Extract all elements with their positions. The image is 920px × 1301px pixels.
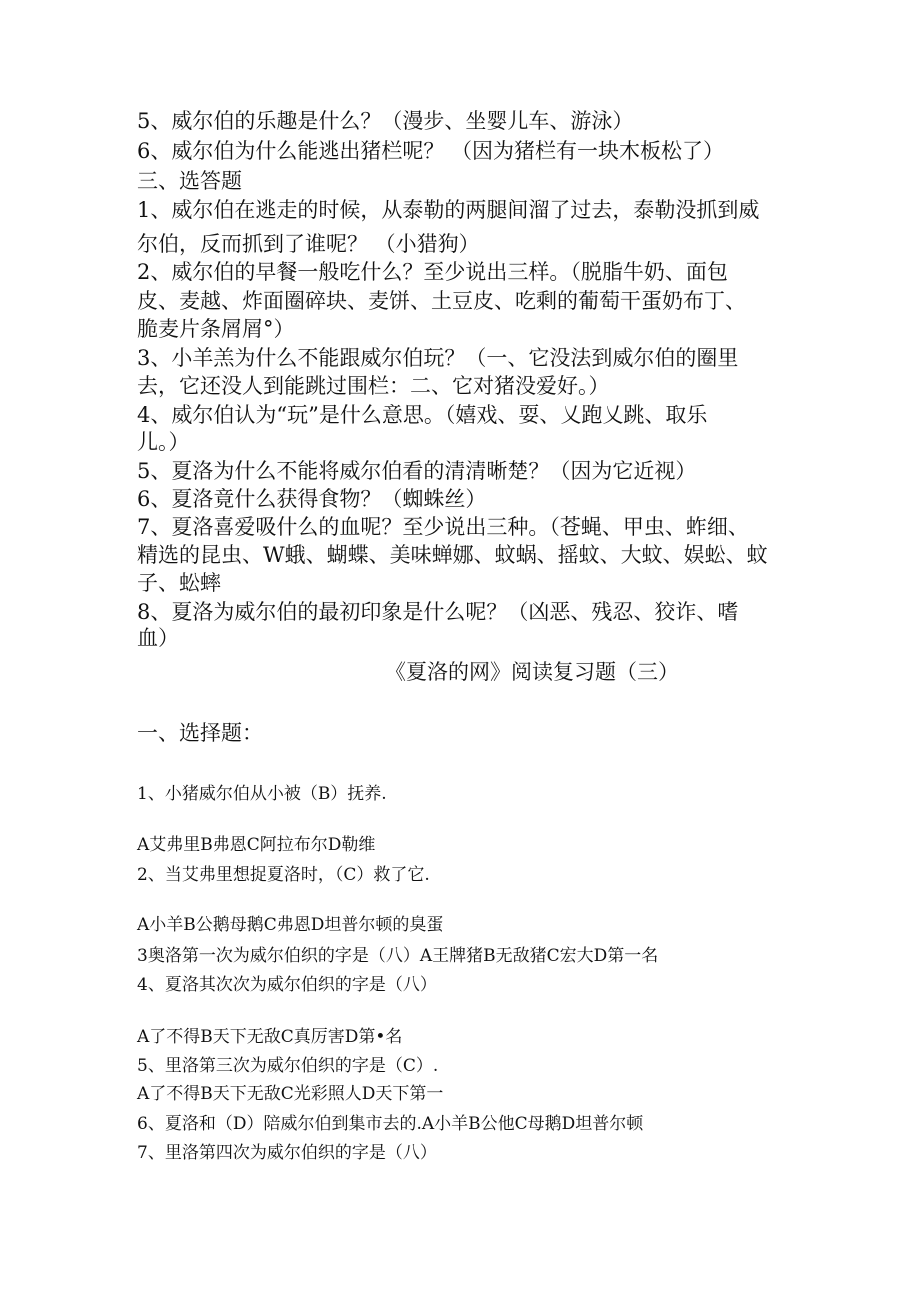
- text-line: 尔伯，反而抓到了谁呢？ （小猎狗）: [137, 232, 480, 256]
- text-line: 3、小羊羔为什么不能跟威尔伯玩？（一、它没法到威尔伯的圈里: [137, 346, 739, 370]
- text-line: 2、威尔伯的早餐一般吃什么？至少说出三样。（脱脂牛奶、面包: [137, 260, 728, 284]
- text-line: 6、威尔伯为什么能逃出猪栏呢？ （因为猪栏有一块木板松了）: [137, 139, 725, 163]
- text-line: 5、夏洛为什么不能将威尔伯看的清清晰楚？（因为它近视）: [137, 459, 697, 483]
- text-line: 4、威尔伯认为“玩”是什么意思。（嬉戏、耍、乂跑乂跳、取乐: [137, 403, 708, 427]
- text-line: 血）: [137, 626, 179, 650]
- text-line: 6、夏洛竟什么获得食物？（蜘蛛丝）: [137, 487, 487, 511]
- question-line: 6、夏洛和（D）陪威尔伯到集市去的.A小羊B公他C母鹅D坦普尔顿: [137, 1114, 644, 1134]
- text-line: 儿。）: [137, 430, 190, 454]
- text-line: 去，它还没人到能跳过围栏：二、它对猪没爱好。）: [137, 374, 610, 398]
- section-heading: 三、选答题: [137, 169, 242, 193]
- text-line: 7、夏洛喜爱吸什么的血呢？至少说出三种。（苍蝇、甲虫、蚱细、: [137, 515, 749, 539]
- text-line: 1、威尔伯在逃走的时候，从泰勒的两腿间溜了过去，泰勒没抓到威: [137, 198, 760, 222]
- question-line: 5、里洛第三次为威尔伯织的字是（C）.: [137, 1056, 439, 1076]
- text-line: 子、蚣蟀: [137, 571, 221, 595]
- answer-options-line: A小羊B公鹅母鹅C弗恩D坦普尔顿的臭蛋: [137, 915, 444, 935]
- question-line: 1、小猪威尔伯从小被（B）抚养.: [137, 784, 387, 804]
- text-line: 脆麦片条屑屑°）: [137, 317, 295, 341]
- answer-options-line: A艾弗里B弗恩C阿拉布尔D勒维: [137, 835, 376, 855]
- text-line: 精选的昆虫、W蛾、蝴蝶、美味蝉娜、蚊蜗、摇蚊、大蚊、娱蚣、蚊: [137, 543, 768, 567]
- question-line: 4、夏洛其次次为威尔伯织的字是（八）: [137, 975, 437, 995]
- answer-options-line: A了不得B天下无敌C光彩照人D天下第一: [137, 1084, 444, 1104]
- text-line: 皮、麦越、炸面圈碎块、麦饼、土豆皮、吃剩的葡萄干蛋奶布丁、: [137, 289, 746, 313]
- question-line: 3奥洛第一次为威尔伯织的字是（八）A王牌猪B无敌猪C宏大D第一名: [137, 946, 659, 966]
- text-line: 8、夏洛为威尔伯的最初印象是什么呢？（凶恶、残忍、狡诈、嗜: [137, 600, 739, 624]
- question-line: 7、里洛第四次为威尔伯织的字是（八）: [137, 1143, 437, 1163]
- answer-options-line: A了不得B天下无敌C真厉害D第•名: [137, 1027, 403, 1047]
- question-line: 2、当艾弗里想捉夏洛时，（C）救了它.: [137, 865, 430, 885]
- choice-section-heading: 一、选择题：: [137, 721, 263, 745]
- text-line: 5、威尔伯的乐趣是什么？（漫步、坐婴儿车、游泳）: [137, 109, 634, 133]
- section-title: 《夏洛的网》阅读复习题（三）: [385, 660, 679, 684]
